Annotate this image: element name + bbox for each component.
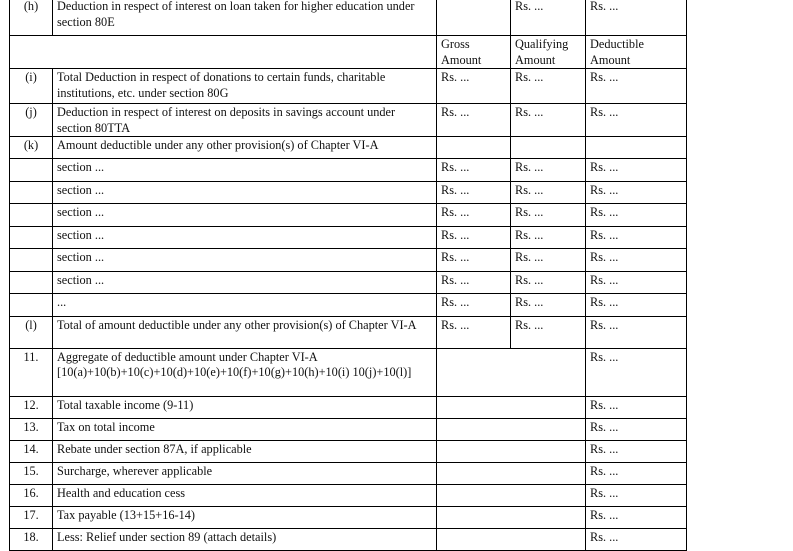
row-description: Deduction in respect of interest on loan taken for higher education under section 80E bbox=[53, 0, 437, 36]
section-description: section ... bbox=[53, 271, 437, 294]
row-label bbox=[10, 271, 53, 294]
deduction-table bbox=[9, 0, 687, 551]
row-description: Aggregate of deductible amount under Chapter VI-A [10(a)+10(b)+10(c)+10(d)+10(e)+10(f)+10(g)+10(h)+10(i) 10(j)+10(l)] bbox=[53, 348, 437, 396]
row-description: Total Deduction in respect of donations to certain funds, charitable institutions, etc. under section 80G bbox=[53, 69, 437, 104]
table-row bbox=[10, 104, 687, 137]
row-description: Rebate under section 87A, if applicable bbox=[53, 440, 437, 462]
row-description: Amount deductible under any other provision(s) of Chapter VI-A bbox=[53, 137, 437, 159]
row-number: 16. bbox=[10, 484, 53, 506]
gross-amount-cell: Rs. ... bbox=[437, 249, 511, 272]
section-row bbox=[10, 226, 687, 249]
qualifying-amount-cell: Rs. ... bbox=[511, 316, 586, 348]
gross-amount-cell: Rs. ... bbox=[437, 69, 511, 104]
deductible-amount-header: Deductible Amount bbox=[586, 36, 687, 69]
table-row bbox=[10, 137, 687, 159]
deductible-amount-cell: Rs. ... bbox=[586, 181, 687, 204]
deductible-amount-cell: Rs. ... bbox=[586, 226, 687, 249]
deductible-amount-cell: Rs. ... bbox=[586, 69, 687, 104]
merged-amount-cell bbox=[437, 506, 586, 528]
gross-amount-cell: Rs. ... bbox=[437, 271, 511, 294]
deductible-amount-cell: Rs. ... bbox=[586, 294, 687, 317]
gross-amount-cell: Rs. ... bbox=[437, 181, 511, 204]
row-number: 11. bbox=[10, 348, 53, 396]
qualifying-amount-cell: Rs. ... bbox=[511, 204, 586, 227]
numbered-row bbox=[10, 396, 687, 418]
row-number: 13. bbox=[10, 418, 53, 440]
numbered-row bbox=[10, 484, 687, 506]
section-description: ... bbox=[53, 294, 437, 317]
row-description: Health and education cess bbox=[53, 484, 437, 506]
section-row bbox=[10, 249, 687, 272]
merged-amount-cell bbox=[437, 348, 586, 396]
row-label bbox=[10, 294, 53, 317]
deductible-amount-cell: Rs. ... bbox=[586, 440, 687, 462]
deductible-amount-cell bbox=[586, 137, 687, 159]
deductible-amount-cell: Rs. ... bbox=[586, 348, 687, 396]
deductible-amount-cell: Rs. ... bbox=[586, 204, 687, 227]
row-label: (i) bbox=[10, 69, 53, 104]
row-label: (j) bbox=[10, 104, 53, 137]
row-label: (k) bbox=[10, 137, 53, 159]
qualifying-amount-cell: Rs. ... bbox=[511, 69, 586, 104]
row-label: (h) bbox=[10, 0, 53, 36]
row-description: Tax on total income bbox=[53, 418, 437, 440]
gross-amount-cell: Rs. ... bbox=[437, 204, 511, 227]
row-number: 18. bbox=[10, 528, 53, 550]
table-row-total-l bbox=[10, 316, 687, 348]
gross-amount-cell bbox=[437, 0, 511, 36]
gross-amount-cell: Rs. ... bbox=[437, 159, 511, 182]
numbered-row bbox=[10, 440, 687, 462]
section-row bbox=[10, 159, 687, 182]
deductible-amount-cell: Rs. ... bbox=[586, 0, 687, 36]
deductible-amount-cell: Rs. ... bbox=[586, 462, 687, 484]
merged-amount-cell bbox=[437, 528, 586, 550]
gross-amount-cell bbox=[437, 137, 511, 159]
column-header-spacer bbox=[10, 36, 437, 69]
deductible-amount-cell: Rs. ... bbox=[586, 396, 687, 418]
deductible-amount-cell: Rs. ... bbox=[586, 104, 687, 137]
gross-amount-cell: Rs. ... bbox=[437, 226, 511, 249]
section-row bbox=[10, 294, 687, 317]
qualifying-amount-cell: Rs. ... bbox=[511, 0, 586, 36]
qualifying-amount-cell: Rs. ... bbox=[511, 181, 586, 204]
merged-amount-cell bbox=[437, 440, 586, 462]
row-label bbox=[10, 226, 53, 249]
deductible-amount-cell: Rs. ... bbox=[586, 316, 687, 348]
deductible-amount-cell: Rs. ... bbox=[586, 159, 687, 182]
qualifying-amount-cell: Rs. ... bbox=[511, 159, 586, 182]
row-description: Tax payable (13+15+16-14) bbox=[53, 506, 437, 528]
qualifying-amount-cell: Rs. ... bbox=[511, 249, 586, 272]
row-description: Deduction in respect of interest on deposits in savings account under section 80TTA bbox=[53, 104, 437, 137]
gross-amount-cell: Rs. ... bbox=[437, 316, 511, 348]
gross-amount-cell: Rs. ... bbox=[437, 104, 511, 137]
deductible-amount-cell: Rs. ... bbox=[586, 418, 687, 440]
row-label bbox=[10, 159, 53, 182]
section-row bbox=[10, 204, 687, 227]
row-number: 17. bbox=[10, 506, 53, 528]
section-description: section ... bbox=[53, 181, 437, 204]
table-row-h bbox=[10, 0, 687, 36]
row-description: Less: Relief under section 89 (attach details) bbox=[53, 528, 437, 550]
merged-amount-cell bbox=[437, 396, 586, 418]
section-description: section ... bbox=[53, 204, 437, 227]
column-header-row bbox=[10, 36, 687, 69]
table-row bbox=[10, 69, 687, 104]
section-row bbox=[10, 271, 687, 294]
qualifying-amount-header: Qualifying Amount bbox=[511, 36, 586, 69]
section-description: section ... bbox=[53, 159, 437, 182]
merged-amount-cell bbox=[437, 484, 586, 506]
qualifying-amount-cell: Rs. ... bbox=[511, 271, 586, 294]
qualifying-amount-cell: Rs. ... bbox=[511, 294, 586, 317]
row-number: 14. bbox=[10, 440, 53, 462]
row-number: 15. bbox=[10, 462, 53, 484]
row-description: Total of amount deductible under any other provision(s) of Chapter VI-A bbox=[53, 316, 437, 348]
deductible-amount-cell: Rs. ... bbox=[586, 484, 687, 506]
deduction-table-body bbox=[10, 0, 687, 550]
row-label bbox=[10, 181, 53, 204]
row-description: Total taxable income (9-11) bbox=[53, 396, 437, 418]
numbered-row bbox=[10, 462, 687, 484]
row-number: 12. bbox=[10, 396, 53, 418]
numbered-row bbox=[10, 506, 687, 528]
section-row bbox=[10, 181, 687, 204]
merged-amount-cell bbox=[437, 418, 586, 440]
section-description: section ... bbox=[53, 249, 437, 272]
gross-amount-cell: Rs. ... bbox=[437, 294, 511, 317]
merged-amount-cell bbox=[437, 462, 586, 484]
section-description: section ... bbox=[53, 226, 437, 249]
qualifying-amount-cell: Rs. ... bbox=[511, 104, 586, 137]
deductible-amount-cell: Rs. ... bbox=[586, 271, 687, 294]
numbered-row bbox=[10, 528, 687, 550]
deductible-amount-cell: Rs. ... bbox=[586, 506, 687, 528]
deductible-amount-cell: Rs. ... bbox=[586, 249, 687, 272]
numbered-row bbox=[10, 418, 687, 440]
gross-amount-header: Gross Amount bbox=[437, 36, 511, 69]
row-label bbox=[10, 249, 53, 272]
row-description: Surcharge, wherever applicable bbox=[53, 462, 437, 484]
row-label: (l) bbox=[10, 316, 53, 348]
numbered-row bbox=[10, 348, 687, 396]
qualifying-amount-cell bbox=[511, 137, 586, 159]
qualifying-amount-cell: Rs. ... bbox=[511, 226, 586, 249]
row-label bbox=[10, 204, 53, 227]
deductible-amount-cell: Rs. ... bbox=[586, 528, 687, 550]
